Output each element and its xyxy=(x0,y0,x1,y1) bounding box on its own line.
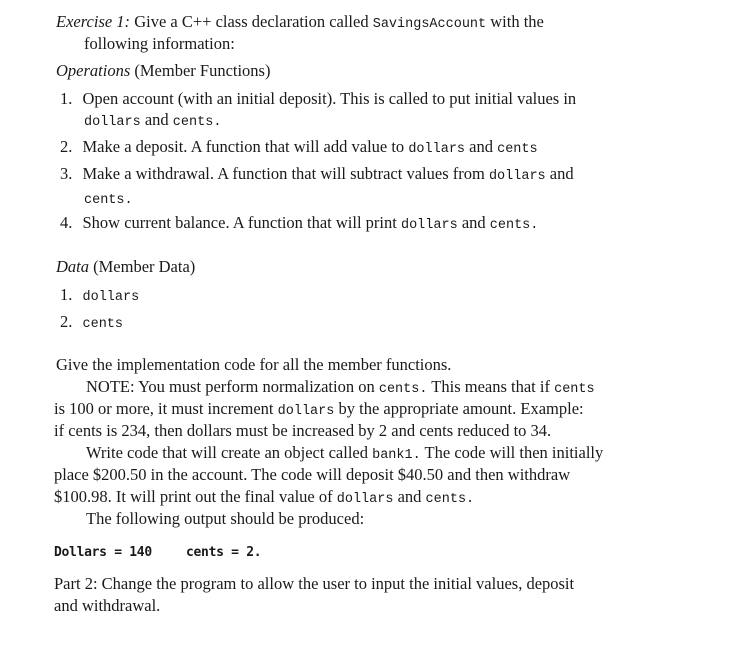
mono-dollars: dollars xyxy=(336,492,394,507)
item-number: 1. xyxy=(60,285,73,304)
mono-dollars: dollars xyxy=(400,218,458,233)
item-text: Show current balance. A function that will print xyxy=(82,213,397,232)
data-heading-italic: Data xyxy=(56,257,89,276)
output-dollars: Dollars = 140 xyxy=(54,545,152,560)
item-text: Make a deposit. A function that will add value to xyxy=(82,137,405,156)
mono-dollars: dollars xyxy=(408,142,466,157)
item-number: 2. xyxy=(60,137,73,156)
operations-heading xyxy=(56,61,270,81)
mono-dollars: dollars xyxy=(277,404,335,419)
exercise-line-2: following information: xyxy=(84,34,235,53)
write-line-1 xyxy=(86,443,603,466)
class-name: SavingsAccount xyxy=(372,17,487,32)
write-text: Write code that will create an object called xyxy=(86,443,368,462)
mono-cents: cents xyxy=(554,382,595,397)
and-text: and xyxy=(144,110,169,129)
write-line-2: place $200.50 in the account. The code will deposit $40.50 and then withdraw xyxy=(54,465,571,484)
mono-dollars: dollars xyxy=(82,290,140,305)
and-text: and xyxy=(461,213,486,232)
operation-item-1 xyxy=(60,89,576,109)
write-line-3 xyxy=(54,487,474,510)
exercise-label: Exercise 1: xyxy=(56,12,131,31)
item-end: . xyxy=(213,115,222,130)
expected-output xyxy=(54,541,261,563)
mono-cents: cents. xyxy=(84,193,133,208)
mono-cents: cents. xyxy=(378,382,428,397)
note-line-3: if cents is 234, then dollars must be increased by 2 and cents reduced to 34. xyxy=(54,421,552,440)
mono-cents: cents xyxy=(82,317,124,332)
operations-heading-rest: (Member Functions) xyxy=(134,61,271,80)
item-text: Open account (with an initial deposit). This is called to put initial values in xyxy=(82,89,577,108)
and-text: and xyxy=(549,164,574,183)
operations-heading-italic: Operations xyxy=(56,61,131,80)
note-text: by the appropriate amount. Example: xyxy=(338,399,584,418)
output-cents: cents = 2. xyxy=(185,545,262,560)
exercise-line-1 xyxy=(56,12,544,35)
operation-item-3-cont xyxy=(84,188,133,211)
implementation-line: Give the implementation code for all the member functions. xyxy=(56,355,452,374)
item-number: 2. xyxy=(60,312,73,331)
note-text: is 100 or more, it must increment xyxy=(54,399,274,418)
mono-cents: cents. xyxy=(489,218,539,233)
item-number: 4. xyxy=(60,213,73,232)
write-text: The code will then initially xyxy=(424,443,604,462)
data-item-1 xyxy=(60,285,139,308)
and-text: and xyxy=(469,137,493,156)
operation-item-1-cont xyxy=(84,110,221,133)
item-number: 3. xyxy=(60,164,73,183)
operation-item-4 xyxy=(60,213,538,236)
data-heading xyxy=(56,257,195,277)
note-line-2 xyxy=(54,399,584,422)
operation-item-3 xyxy=(60,164,574,187)
exercise-text-end: with the xyxy=(490,12,544,31)
item-number: 1. xyxy=(60,89,73,108)
part2-line-1: Part 2: Change the program to allow the user to input the initial values, deposit xyxy=(54,574,575,593)
note-text: NOTE: You must perform normalization on xyxy=(86,377,375,396)
mono-cents: cents. xyxy=(425,492,475,507)
mono-cents: cents xyxy=(172,115,214,130)
exercise-text: Give a C++ class declaration called xyxy=(134,12,369,31)
item-text: Make a withdrawal. A function that will subtract values from xyxy=(82,164,485,183)
note-line-1 xyxy=(86,377,595,400)
write-text: $100.98. It will print out the final value of xyxy=(54,487,333,506)
follow-line: The following output should be produced: xyxy=(86,509,365,528)
data-item-2 xyxy=(60,312,123,335)
part2-line-2: and withdrawal. xyxy=(54,596,161,615)
and-text: and xyxy=(397,487,422,506)
data-heading-rest: (Member Data) xyxy=(93,257,196,276)
mono-bank1: bank1. xyxy=(372,448,421,463)
mono-cents: cents xyxy=(497,142,538,157)
note-text: This means that if xyxy=(431,377,550,396)
mono-dollars: dollars xyxy=(84,115,141,130)
mono-dollars: dollars xyxy=(488,169,546,184)
operation-item-2 xyxy=(60,137,538,160)
